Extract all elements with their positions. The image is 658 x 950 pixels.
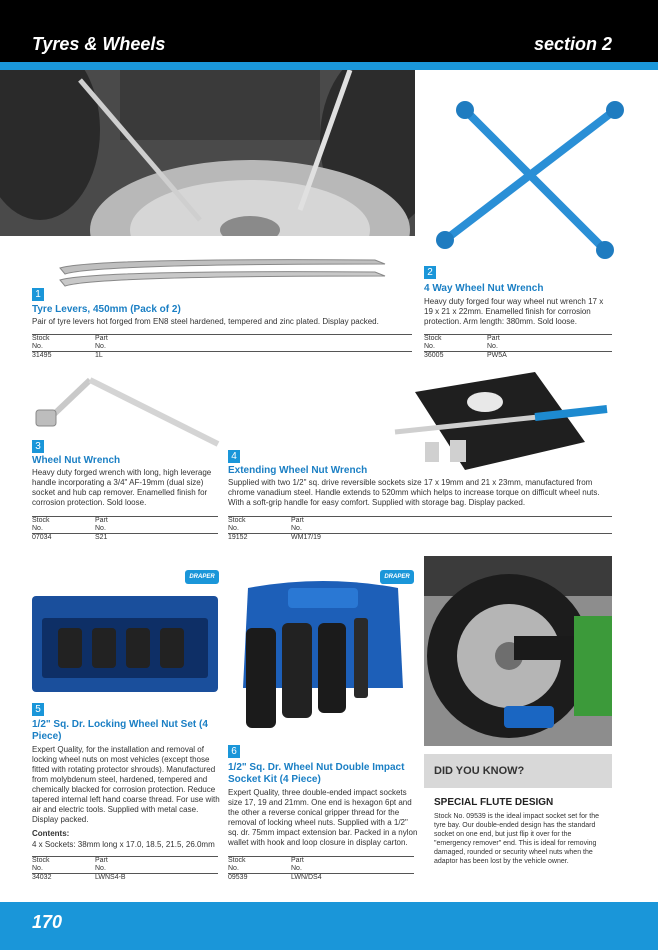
stock-table xyxy=(32,856,218,882)
product-number: 1 xyxy=(32,288,44,301)
stock-header-no: No. xyxy=(228,865,239,872)
product-description: Heavy duty forged four way wheel nut wrench 17 x 19 x 21 x 22mm. Enamelled finish for corrosion protection. Arm length: 380mm. Sold loose. xyxy=(424,297,604,326)
stock-number: 07034 xyxy=(32,534,52,541)
extending-wrench-image xyxy=(385,372,610,472)
part-header: Part xyxy=(95,335,108,342)
part-header-no: No. xyxy=(487,343,498,350)
stock-table xyxy=(32,516,218,542)
part-number: WM17/19 xyxy=(291,534,321,541)
stock-table xyxy=(424,334,612,360)
stock-header: Stock xyxy=(32,335,50,342)
stock-header: Stock xyxy=(32,517,50,524)
product-title: Extending Wheel Nut Wrench xyxy=(228,465,368,476)
part-header-no: No. xyxy=(95,865,106,872)
product-description: Expert Quality, for the installation and removal of locking wheel nuts on most vehicles (except those fitted with rotating protector shrouds). Manufactured from molybdenum steel, hardened, tempered and chemically blacked for corrosion protection. Reduce tapered internal left hand coarse thread. For use with air and electric tools. Supplied with metal case. Display packed. xyxy=(32,745,220,824)
stock-header-no: No. xyxy=(32,343,43,350)
four-way-wrench-image xyxy=(420,70,658,260)
part-header: Part xyxy=(95,857,108,864)
product-description: Expert Quality, three double-ended impact sockets size 17, 19 and 21mm. One end is hexagon 6pt and the other a reverse conical gripper thread for the removal of locking wheel nuts. Supplied with a 1/2" sq. dr. 75mm impact extension bar. Packed in a nylon wallet with hook and loop closure in display carton. xyxy=(228,788,418,847)
part-header: Part xyxy=(95,517,108,524)
part-number: S21 xyxy=(95,534,108,541)
product-title: Tyre Levers, 450mm (Pack of 2) xyxy=(32,304,181,315)
stock-table xyxy=(228,856,414,882)
part-header-no: No. xyxy=(95,525,106,532)
stock-header: Stock xyxy=(228,857,246,864)
stock-header-no: No. xyxy=(228,525,239,532)
product-description: Pair of tyre levers hot forged from EN8 steel hardened, tempered and zinc plated. Display packed. xyxy=(32,317,379,326)
header-accent-bar xyxy=(0,62,658,70)
part-number: PW5A xyxy=(487,352,507,359)
stock-number: 31495 xyxy=(32,352,52,359)
tyre-impact-photo xyxy=(424,556,612,746)
part-number: LWN/DS4 xyxy=(291,874,322,881)
stock-header: Stock xyxy=(228,517,246,524)
product-title: 1/2" Sq. Dr. Locking Wheel Nut Set (4 Piece) xyxy=(32,719,208,742)
product-description: Supplied with two 1/2" sq. drive reversible sockets size 17 x 19mm and 21 x 23mm, manufactured from chrome vanadium steel. Handle extends to 520mm which helps to increase torque on difficult wheel nuts. With a soft-grip handle for easy comfort. Supplied with storage bag. Display packed. xyxy=(228,478,600,507)
contents-label: Contents: xyxy=(32,829,70,838)
did-you-know-heading: DID YOU KNOW? xyxy=(434,765,525,777)
impact-socket-kit-image xyxy=(228,578,418,738)
product-number: 3 xyxy=(32,440,44,453)
stock-header-no: No. xyxy=(424,343,435,350)
product-title: 4 Way Wheel Nut Wrench xyxy=(424,283,544,294)
product-number: 6 xyxy=(228,745,240,758)
part-number: 1L xyxy=(95,352,103,359)
stock-table xyxy=(228,516,612,542)
stock-number: 09539 xyxy=(228,874,248,881)
page-header xyxy=(0,0,658,62)
part-header: Part xyxy=(291,857,304,864)
part-header-no: No. xyxy=(291,525,302,532)
draper-logo: DRAPER xyxy=(185,570,219,584)
page-number: 170 xyxy=(32,912,63,932)
stock-number: 19152 xyxy=(228,534,248,541)
part-header-no: No. xyxy=(291,865,302,872)
stock-header: Stock xyxy=(424,335,442,342)
locking-wheel-nut-set-image xyxy=(30,588,220,700)
product-description: Heavy duty forged wrench with long, high leverage handle incorporating a 3/4" AF-19mm (dual size) socket and hub cap remover. Enamelled finish for corrosion protection. Sold loose. xyxy=(32,468,212,507)
draper-logo: DRAPER xyxy=(380,570,414,584)
section-number: section 2 xyxy=(533,34,612,54)
product-title: 1/2" Sq. Dr. Wheel Nut Double Impact Socket Kit (4 Piece) xyxy=(228,762,405,785)
stock-table xyxy=(32,334,412,360)
stock-number: 34032 xyxy=(32,874,52,881)
wheel-nut-wrench-image xyxy=(30,368,225,448)
product-number: 4 xyxy=(228,450,240,463)
part-header-no: No. xyxy=(95,343,106,350)
special-flute-heading: SPECIAL FLUTE DESIGN xyxy=(434,797,554,808)
product-title: Wheel Nut Wrench xyxy=(32,455,121,466)
stock-number: 36005 xyxy=(424,352,444,359)
product-number: 2 xyxy=(424,266,436,279)
product-number: 5 xyxy=(32,703,44,716)
part-header: Part xyxy=(487,335,500,342)
tyre-levers-image xyxy=(55,240,390,290)
tyre-lever-photo xyxy=(0,70,415,236)
page-footer xyxy=(0,902,658,950)
part-number: LWNS4-B xyxy=(95,874,126,881)
contents-text: 4 x Sockets: 38mm long x 17.0, 18.5, 21.5, 26.0mm xyxy=(32,840,215,849)
stock-header: Stock xyxy=(32,857,50,864)
did-you-know-box xyxy=(424,754,612,788)
part-header: Part xyxy=(291,517,304,524)
special-flute-text: Stock No. 09539 is the ideal impact socket set for the tyre bay. Our double-ended design has the standard socket on one end, but just flip it over for the "emergency remover" end. This is ideal for removing damaged, rounded or security wheel nuts when the adaptor has been lost by the vehicle owner. xyxy=(434,813,599,865)
section-title: Tyres & Wheels xyxy=(32,34,166,54)
stock-header-no: No. xyxy=(32,525,43,532)
stock-header-no: No. xyxy=(32,865,43,872)
